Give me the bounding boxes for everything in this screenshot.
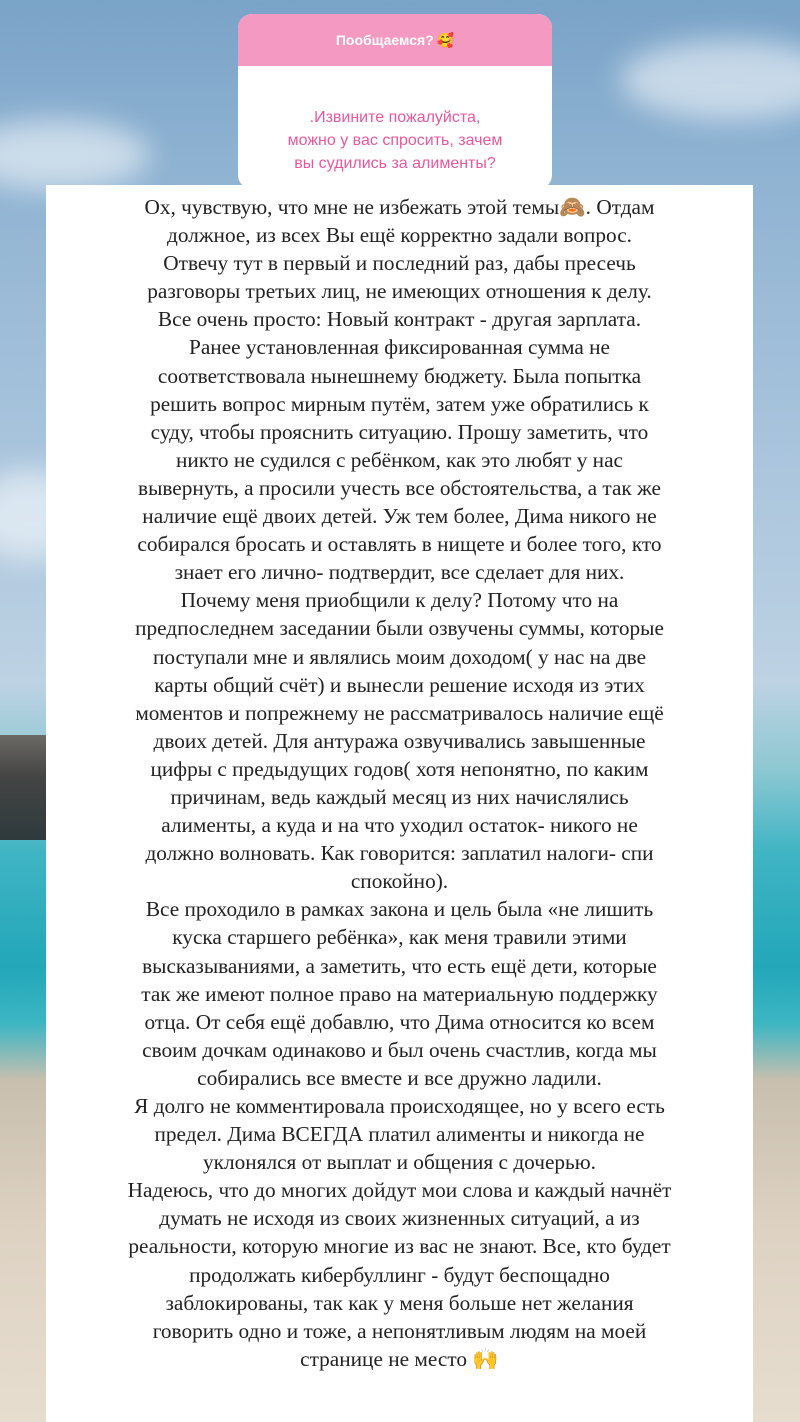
question-sticker[interactable] — [238, 14, 552, 189]
answer-line: продолжать кибербуллинг - будут беспощадно — [189, 1262, 610, 1287]
answer-line: двоих детей. Для антуража озвучивались завышенные — [153, 728, 646, 753]
answer-text — [46, 193, 753, 1373]
question-text — [238, 66, 552, 175]
answer-line: алименты, а куда и на что уходил остаток- никого не — [161, 813, 638, 838]
answer-line: Почему меня приобщили к делу? Потому что на — [180, 588, 619, 613]
answer-line: думать не исходя из своих жизненных ситуаций, а из — [159, 1206, 640, 1231]
answer-line: отца. От себя ещё добавлю, что Дима относится ко всем — [144, 1009, 655, 1034]
answer-line: Все очень просто: Новый контракт - другая зарплата. — [157, 307, 642, 332]
answer-line: соответствовала нынешнему бюджету. Была попытка — [157, 363, 642, 388]
answer-line: Все проходило в рамках закона и цель была «не лишить — [145, 897, 654, 922]
answer-line: так же имеют полное право на материальную поддержку — [141, 981, 658, 1006]
answer-line: вывернуть, а просили учесть все обстоятельства, а так же — [138, 475, 661, 500]
answer-line: реальности, которую многие из вас не знают. Все, кто будет — [128, 1234, 671, 1259]
answer-line: поступали мне и являлись моим доходом( у нас на две — [152, 644, 647, 669]
question-line: вы судились за алименты? — [294, 155, 496, 172]
answer-line: должно волновать. Как говорится: заплатил налоги- спи — [145, 841, 654, 866]
answer-line: странице не место 🙌 — [300, 1346, 499, 1371]
answer-line: Ранее установленная фиксированная сумма не — [188, 335, 611, 360]
answer-line: должное, из всех Вы ещё корректно задали вопрос. — [167, 223, 632, 248]
answer-line: никто не судился с ребёнком, как это любят у нас — [176, 447, 623, 472]
answer-line: карты общий счёт) и вынесли решение исходя из этих — [154, 672, 645, 697]
question-line: .Извините пожалуйста, — [309, 109, 481, 126]
answer-line: суду, чтобы прояснить ситуацию. Прошу заметить, что — [150, 419, 649, 444]
answer-line: предел. Дима ВСЕГДА платил алименты и никогда не — [154, 1122, 645, 1147]
question-sticker-header — [238, 14, 552, 66]
answer-line: высказываниями, а заметить, что есть ещё дети, которые — [142, 953, 657, 978]
answer-line: своим дочкам одинаково и был очень счастлив, когда мы — [142, 1037, 657, 1062]
answer-line: Отвечу тут в первый и последний раз, дабы пресечь — [163, 251, 636, 276]
question-line: можно у вас спросить, зачем — [287, 132, 503, 149]
answer-line: цифры с предыдущих годов( хотя непонятно, по каким — [150, 756, 649, 781]
answer-line: собирались все вместе и все дружно ладили. — [197, 1065, 602, 1090]
answer-line: предпоследнем заседании были озвучены суммы, которые — [135, 616, 664, 641]
answer-line: уклонялся от выплат и общения с дочерью. — [202, 1150, 597, 1175]
answer-line: говорить одно и тоже, а непонятливым людям на моей — [152, 1318, 647, 1343]
answer-line: знает его лично- подтвердит, все сделает для них. — [174, 560, 625, 585]
water-villa — [0, 735, 46, 840]
cloud — [0, 120, 150, 190]
answer-line: спокойно). — [350, 869, 449, 894]
answer-line: Ох, чувствую, что мне не избежать этой темы🙈. Отдам — [144, 195, 655, 219]
answer-card — [46, 185, 753, 1422]
answer-line: собирался бросать и оставлять в нищете и более того, кто — [137, 532, 662, 557]
answer-line: куска старшего ребёнка», как меня травили этими — [172, 925, 627, 950]
answer-line: решить вопрос мирным путём, затем уже обратились к — [150, 391, 649, 416]
answer-line: заблокированы, так как у меня больше нет желания — [165, 1290, 634, 1315]
answer-line: наличие ещё двоих детей. Уж тем более, Дима никого не — [142, 504, 657, 529]
answer-line: Надеюсь, что до многих дойдут мои слова и каждый начнёт — [127, 1178, 672, 1203]
answer-line: разговоры третьих лиц, не имеющих отношения к делу. — [147, 279, 652, 304]
smiling-face-with-hearts-icon: 🥰 — [436, 31, 455, 48]
answer-line: моментов и попрежнему не рассматривалось наличие ещё — [135, 700, 664, 725]
question-sticker-title: Пообщаемся? — [335, 32, 434, 48]
answer-line: Я долго не комментировала происходящее, но у всего есть — [134, 1094, 665, 1118]
cloud — [620, 40, 800, 120]
answer-line: причинам, ведь каждый месяц из них начислялись — [170, 784, 629, 809]
